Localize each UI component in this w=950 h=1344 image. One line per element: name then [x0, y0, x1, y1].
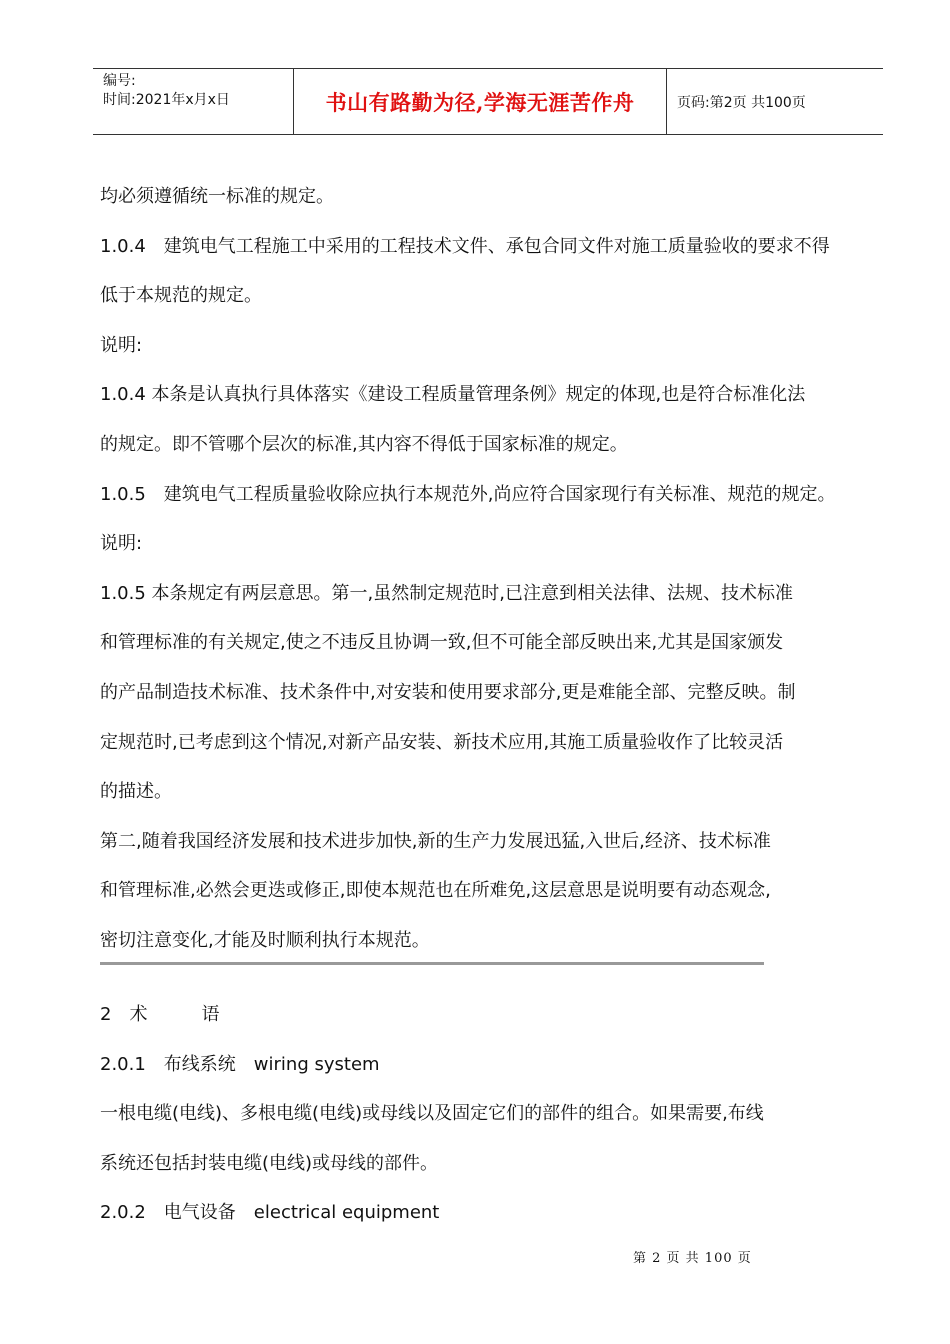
page-header [93, 68, 883, 135]
term-heading: 2.0.2 电气设备 electrical equipment [100, 1202, 440, 1224]
section-heading: 2 术 语 [100, 1004, 220, 1025]
terms-section [100, 990, 880, 1238]
paragraph-line: 1.0.4 建筑电气工程施工中采用的工程技术文件、承包合同文件对施工质量验收的要求不得 [100, 235, 830, 257]
paragraph-line: 低于本规范的规定。 [100, 285, 262, 307]
paragraph-line: 和管理标准,必然会更迭或修正,即使本规范也在所难免,这层意思是说明要有动态观念, [100, 880, 771, 902]
page-footer: 第 2 页 共 100 页 [633, 1251, 752, 1266]
term-heading: 2.0.1 布线系统 wiring system [100, 1053, 380, 1075]
paragraph-line: 均必须遵循统一标准的规定。 [100, 186, 334, 207]
paragraph-line: 说明: [100, 334, 143, 356]
paragraph-line: 和管理标准的有关规定,使之不违反且协调一致,但不可能全部反映出来,尤其是国家颁发 [100, 632, 784, 654]
paragraph-line: 说明: [100, 533, 143, 555]
term-definition: 系统还包括封装电缆(电线)或母线的部件。 [100, 1152, 439, 1174]
time-label: 时间:2021年x月x日 [103, 92, 230, 108]
paragraph-line: 1.0.4 本条是认真执行具体落实《建设工程质量管理条例》规定的体现,也是符合标准化法 [100, 384, 806, 406]
paragraph-line: 的描述。 [100, 781, 172, 803]
paragraph-line: 1.0.5 本条规定有两层意思。第一,虽然制定规范时,已注意到相关法律、法规、技术标准 [100, 582, 793, 604]
paragraph-line: 1.0.5 建筑电气工程质量验收除应执行本规范外,尚应符合国家现行有关标准、规范的规定。 [100, 483, 836, 505]
doc-number-label: 编号: [103, 73, 136, 89]
section-divider [100, 962, 764, 965]
paragraph-line: 的规定。即不管哪个层次的标准,其内容不得低于国家标准的规定。 [100, 433, 628, 455]
document-body [100, 172, 880, 966]
header-page-info: 页码:第2页 共100页 [677, 94, 806, 111]
paragraph-line: 第二,随着我国经济发展和技术进步加快,新的生产力发展迅猛,入世后,经济、技术标准 [100, 830, 771, 852]
header-meta [93, 69, 294, 134]
term-definition: 一根电缆(电线)、多根电缆(电线)或母线以及固定它们的部件的组合。如果需要,布线 [100, 1103, 764, 1125]
header-motto: 书山有路勤为径,学海无涯苦作舟 [325, 89, 635, 115]
paragraph-line: 的产品制造技术标准、技术条件中,对安装和使用要求部分,更是难能全部、完整反映。制 [100, 681, 796, 703]
paragraph-line: 定规范时,已考虑到这个情况,对新产品安装、新技术应用,其施工质量验收作了比较灵活 [100, 731, 784, 753]
paragraph-line: 密切注意变化,才能及时顺利执行本规范。 [100, 929, 430, 951]
header-motto-cell [294, 69, 667, 134]
